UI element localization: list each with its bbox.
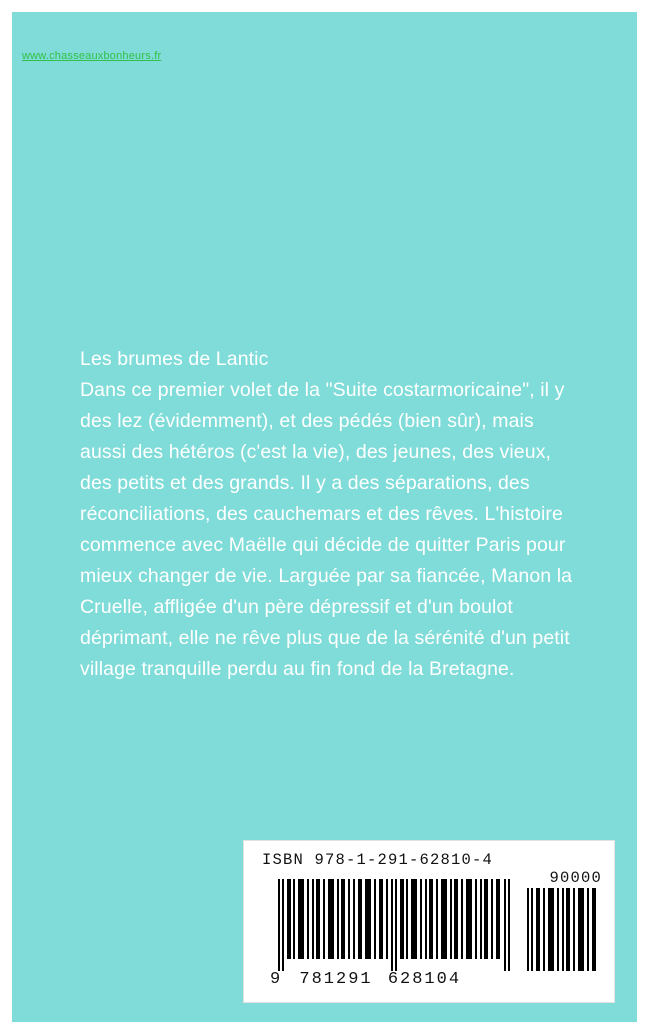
ean13-digits-group-1: 781291: [299, 970, 373, 989]
site-watermark[interactable]: www.chasseauxbonheurs.fr: [22, 50, 162, 62]
barcode-block: [243, 840, 615, 1003]
book-title: Les brumes de Lantic: [80, 348, 269, 370]
addon-value-label: 90000: [549, 869, 602, 887]
ean13-digits-group-2: 628104: [387, 970, 462, 989]
back-cover-blurb: [80, 344, 580, 685]
ean5-addon-barcode: [527, 888, 599, 971]
book-back-cover: [12, 12, 637, 1022]
blurb-text: Dans ce premier volet de la "Suite costarmoricaine", il y des lez (évidemment), et des pédés (bien sûr), mais aussi des hétéros (c'est la vie), des jeunes, des vieux, des petits et des grands. Il y a des séparations, des réconciliations, des cauchemars et des rêves. L'histoire commence avec Maëlle qui décide de quitter Paris pour mieux changer de vie. Larguée par sa fiancée, Manon la Cruelle, affligée d'un père dépressif et d'un boulot déprimant, elle ne rêve plus que de la sérénité d'un petit village tranquille perdu au fin fond de la Bretagne.: [80, 379, 573, 680]
ean13-digit-lead: 9: [270, 970, 283, 989]
isbn-label: ISBN 978-1-291-62810-4: [262, 851, 494, 869]
ean13-digits: [270, 970, 520, 989]
ean13-barcode: [278, 879, 510, 971]
